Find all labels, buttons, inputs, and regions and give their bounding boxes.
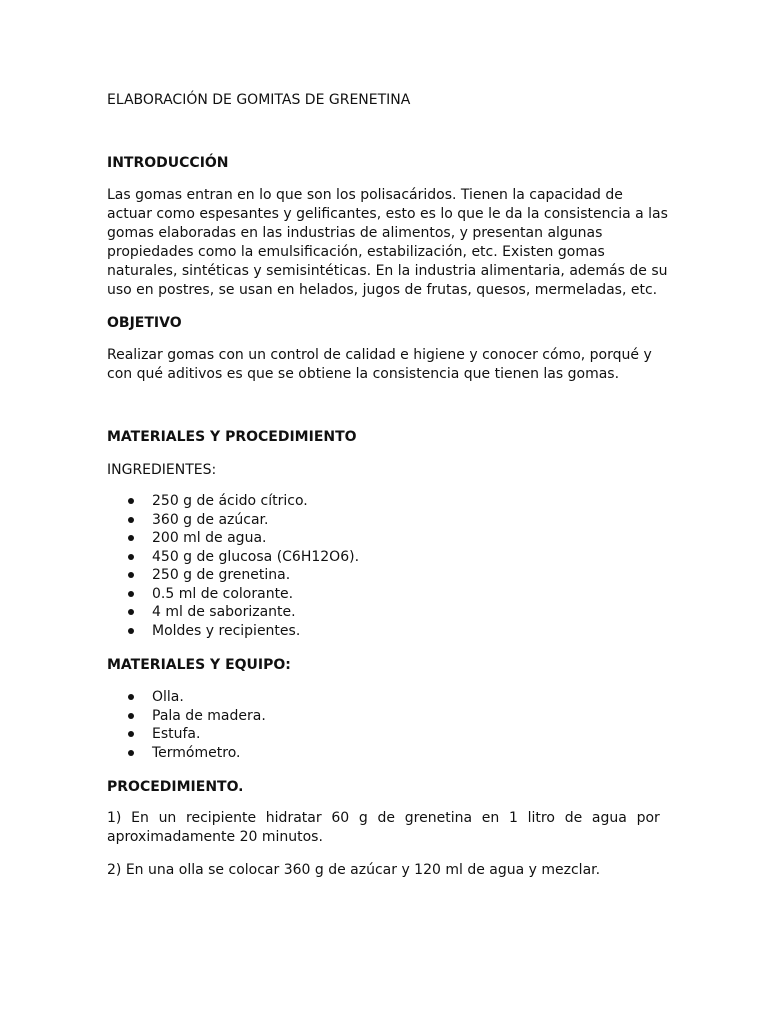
bullet-icon — [128, 628, 134, 634]
ingredients-list — [107, 492, 359, 640]
list-item — [107, 744, 266, 763]
ingredient-text: 0.5 ml de colorante. — [152, 585, 294, 602]
procedure-word: por — [636, 810, 660, 826]
procedure-word: g — [358, 810, 368, 826]
ingredient-text: 450 g de glucosa (C6H12O6). — [152, 548, 360, 565]
objective-line: Realizar gomas con un control de calidad e higiene y conocer cómo, porqué y — [107, 347, 652, 363]
bullet-icon — [128, 535, 134, 541]
list-item — [107, 492, 359, 511]
procedure-word: un — [158, 810, 177, 826]
list-item — [107, 725, 266, 744]
procedure-word: 1) — [107, 810, 122, 826]
document-title: ELABORACIÓN DE GOMITAS DE GRENETINA — [107, 92, 411, 108]
introduction-line: actuar como espesantes y gelificantes, esto es lo que le da la consistencia a las — [107, 206, 668, 222]
ingredient-text: 250 g de ácido cítrico. — [152, 493, 308, 509]
introduction-line: uso en postres, se usan en helados, jugos de frutas, quesos, mermeladas, etc. — [107, 282, 658, 298]
ingredients-label: INGREDIENTES: — [107, 462, 217, 478]
ingredient-text: 250 g de grenetina. — [152, 567, 291, 583]
bullet-icon — [128, 609, 134, 615]
list-item — [107, 566, 359, 585]
bullet-icon — [128, 572, 134, 578]
procedure-word: litro — [527, 810, 555, 826]
introduction-line: propiedades como la emulsificación, estabilización, etc. Existen gomas — [107, 244, 605, 260]
equipment-text: Termómetro. — [152, 744, 241, 761]
procedure-word: 1 — [509, 810, 518, 826]
procedure-heading: PROCEDIMIENTO. — [107, 779, 244, 795]
equipment-text: Estufa. — [152, 726, 201, 742]
list-item — [107, 688, 266, 707]
list-item — [107, 548, 359, 567]
procedure-word: recipiente — [186, 810, 257, 826]
procedure-step-line: aproximadamente 20 minutos. — [107, 829, 323, 845]
procedure-step-line — [107, 809, 660, 828]
materials-heading: MATERIALES Y PROCEDIMIENTO — [107, 429, 357, 445]
introduction-heading: INTRODUCCIÓN — [107, 155, 229, 171]
ingredient-text: Moldes y recipientes. — [152, 622, 301, 639]
procedure-word: agua — [591, 810, 627, 826]
bullet-icon — [128, 517, 134, 523]
procedure-step-1 — [107, 809, 660, 847]
list-item — [107, 707, 266, 726]
procedure-word: 60 — [331, 810, 350, 826]
objective-line: con qué aditivos es que se obtiene la consistencia que tienen las gomas. — [107, 366, 620, 382]
ingredient-text: 4 ml de saborizante. — [152, 604, 296, 620]
equipment-list — [107, 688, 266, 762]
procedure-word: hidratar — [265, 810, 322, 826]
equipment-heading: MATERIALES Y EQUIPO: — [107, 657, 291, 673]
procedure-word: de — [564, 810, 583, 826]
procedure-step-2: 2) En una olla se colocar 360 g de azúcar y 120 ml de agua y mezclar. — [107, 862, 601, 878]
bullet-icon — [128, 694, 134, 700]
bullet-icon — [128, 731, 134, 737]
ingredient-text: 200 ml de agua. — [152, 530, 267, 546]
list-item — [107, 585, 359, 604]
procedure-word: de — [377, 810, 396, 826]
procedure-word: grenetina — [404, 810, 473, 826]
ingredient-text: 360 g de azúcar. — [152, 511, 269, 528]
list-item — [107, 622, 359, 641]
bullet-icon — [128, 498, 134, 504]
bullet-icon — [128, 591, 134, 597]
procedure-word: en — [481, 810, 500, 826]
objective-heading: OBJETIVO — [107, 315, 182, 331]
list-item — [107, 603, 359, 622]
list-item — [107, 511, 359, 530]
introduction-line: gomas elaboradas en las industrias de alimentos, y presentan algunas — [107, 225, 603, 241]
introduction-line: naturales, sintéticas y semisintéticas. En la industria alimentaria, además de su — [107, 263, 668, 279]
bullet-icon — [128, 554, 134, 560]
equipment-text: Olla. — [152, 689, 184, 705]
introduction-line: Las gomas entran en lo que son los polisacáridos. Tienen la capacidad de — [107, 187, 623, 203]
procedure-word: En — [131, 810, 149, 826]
bullet-icon — [128, 713, 134, 719]
list-item — [107, 529, 359, 548]
bullet-icon — [128, 750, 134, 756]
equipment-text: Pala de madera. — [152, 707, 266, 724]
